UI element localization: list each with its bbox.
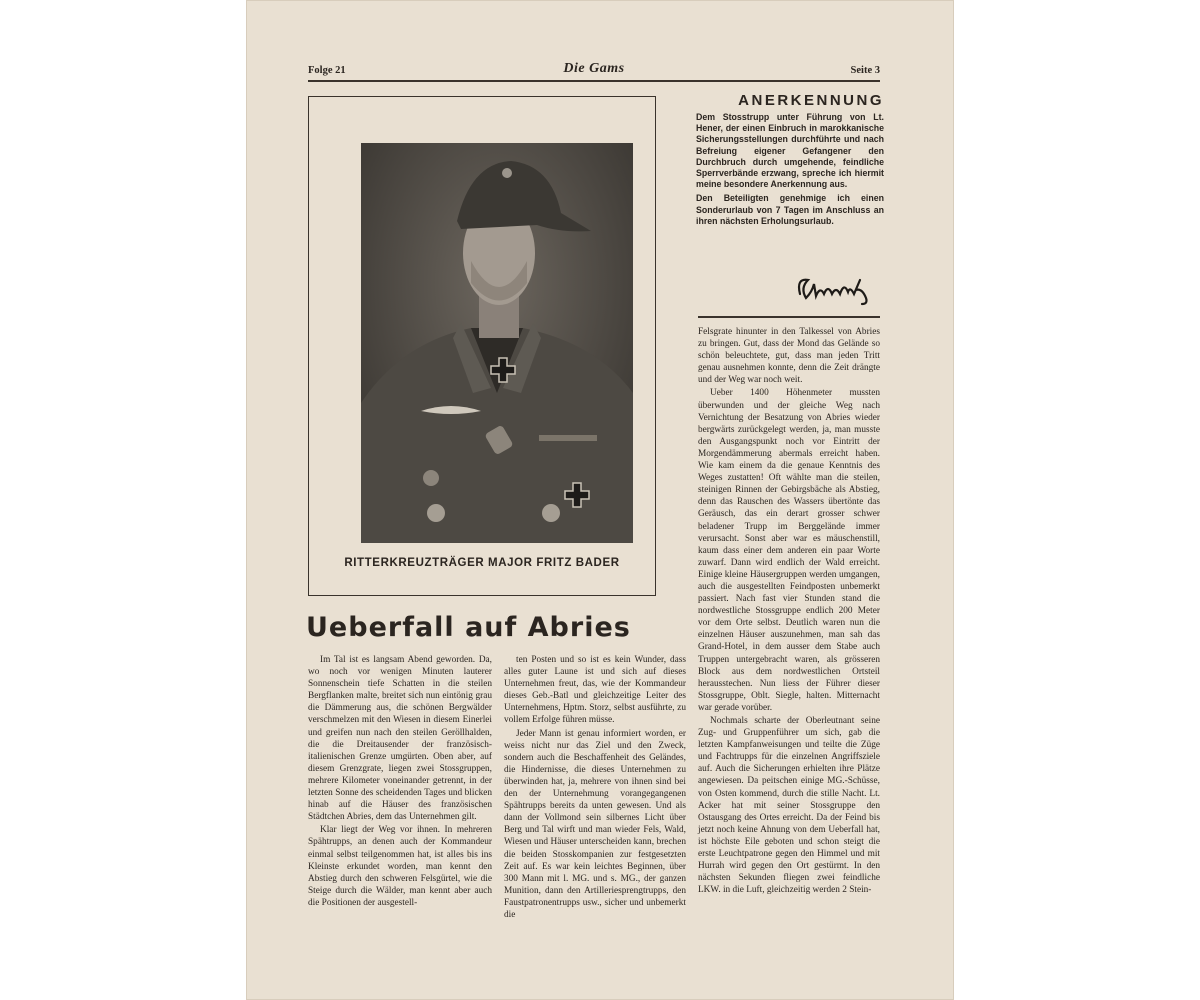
- section-divider: [698, 316, 880, 318]
- award-heading: ANERKENNUNG: [738, 92, 884, 109]
- magazine-page: [246, 0, 954, 1000]
- award-paragraph: Den Beteiligten genehmige ich einen Sonderurlaub von 7 Tagen im Anschluss an ihren nächsten Erholungsurlaub.: [696, 193, 884, 226]
- paragraph: Nochmals scharte der Oberleutnant seine Zug- und Gruppenführer um sich, gab die letzten Kampfanweisungen und teilte die Züge und Fachtrupps für die einzelnen Angriffsziele auf. Auch die Sicherungen erhielten ihre Plätze angewiesen. Da peitschen einige MG.-Schüsse, von Osten kommend, durch die stille Nacht. Lt. Acker hat mit seiner Stossgruppe den Ostausgang des Ortes erreicht. Da der Feind bis jetzt noch keine Ahnung von dem Ueberfall hat, ist höchste Eile geboten und schon steigt die erste Leuchtpatrone gegen den Himmel und mit Hurrah wird gegen den Ort gestürmt. In den nächsten Sekunden fliegen zwei feindliche LKW. in die Luft, gleichzeitig werden 2 Stein-: [698, 716, 880, 896]
- award-paragraph: Dem Stosstrupp unter Führung von Lt. Hener, der einen Einbruch in marokkanische Sicherungsstellungen durchführte und nach Befreiung eigener Gefangener den Durchbruch durch umgehende, feindliche Sperrverbände erzwang, spreche ich hiermit meine besondere Anerkennung aus.: [696, 112, 884, 190]
- portrait-illustration: [361, 143, 633, 543]
- running-header: [308, 62, 880, 82]
- article-column-1: [308, 654, 492, 909]
- paragraph: Im Tal ist es langsam Abend geworden. Da, wo noch vor wenigen Minuten lauterer Sonnenschein tiefe Schatten in die steilen Bergflanken malte, breitet sich nun eintönig grau die Dämmerung aus, die schönen Bergwälder verschmelzen mit den Wiesen in diesem Einerlei und greifen nun nach den steilen Geröllhalden, die die Dreitausender der französisch-italienischen Grenze umgürten. Oben aber, auf diesem Grenzgrate, liegen zwei Stossgruppen, mehrere Kilometer voneinander getrennt, in der letzten Sonne des scheidenden Tages und blicken hinab auf die Häuser des französischen Städtchen Abries, dem das Unternehmen gilt.: [308, 655, 492, 823]
- award-notice: [688, 92, 884, 227]
- paragraph: ten Posten und so ist es kein Wunder, dass alles guter Laune ist und sich auf dieses Unternehmen freut, das, wie der Kommandeur dieses Geb.-Batl und gleichzeitige Leiter des Unternehmens, Hptm. Storz, selbst ausführte, zu vollem Erfolge führen müsse.: [504, 655, 686, 726]
- portrait-photo: [361, 143, 633, 543]
- paragraph: Jeder Mann ist genau informiert worden, er weiss nicht nur das Ziel und den Zweck, sondern auch die Beschaffenheit des Geländes, die Hindernisse, die dieses Unternehmen zu überwinden hat, ja, mehrere von ihnen sind bei den der Unternehmung vorangegangenen Spähtrupps bereits da unten gewesen. Und als dann der Vollmond sein silbernes Licht über Berg und Tal wirft und man wieder Fels, Wald, Wiesen und Häuser unterscheiden kann, brechen die beiden Stosskompanien zur festgesetzten Zeit auf. Es war kein leichtes Beginnen, über 300 Mann mit l. MG. und s. MG., der ganzen Munition, dann den Artilleriesprengtrupps, den Faustpatronentrupps usw., sicher und unbemerkt die: [504, 728, 686, 920]
- page-number: Seite 3: [850, 65, 880, 76]
- issue-number: Folge 21: [308, 65, 346, 76]
- photo-caption: RITTERKREUZTRÄGER MAJOR FRITZ BADER: [344, 557, 620, 569]
- photo-box: [308, 96, 656, 596]
- masthead-title: Die Gams: [563, 61, 625, 76]
- article-column-2: [504, 654, 686, 921]
- handwritten-signature: [794, 270, 874, 306]
- paragraph: Klar liegt der Weg vor ihnen. In mehreren Spähtrupps, an denen auch der Kommandeur einmal selbst teilgenommen hat, ist alles bis ins Kleinste erkundet worden, man kennt den Abstieg durch den schweren Felsgürtel, wie die Steige durch die Wälder, man kennt aber auch die Positionen der ausgestell-: [308, 825, 492, 908]
- paragraph: Felsgrate hinunter in den Talkessel von Abries zu bringen. Gut, dass der Mond das Gelände so schön beleuchtete, gut, dass man jeden Tritt genau ausnehmen konnte, denn die Zeit drängte und der Weg war noch weit.: [698, 327, 880, 386]
- paragraph: Ueber 1400 Höhenmeter mussten überwunden und der gleiche Weg nach Vernichtung der Besatzung von Abries wieder bergwärts zurückgelegt werden, ja, man musste den Ausgangspunkt noch vor Eintritt der Morgendämmerung abermals erreicht haben. Wie kam einem da die genaue Kenntnis des Weges zustatten! Oft wählte man die steilen, steinigen Rinnen der Gebirgsbäche als Abstieg, denn das Rauschen des Wassers übertönte das Geräusch, das ein derart grosser schwer beladener Trupp im Berggelände immer verursacht. Sonst aber war es mäuschenstill, kaum dass einer dem anderen ein paar Worte zuwarf. Dann wird endlich der Wald erreicht. Einige kleine Häusergruppen werden umgangen, auch die ausgestellten Feindposten unbemerkt passiert. Nach fast vier Stunden stand die nordwestliche Stossgruppe endlich 200 Meter vor dem Orte selbst. Deutlich waren nun die einzelnen Häuser auszunehmen, man sah das Grand-Hotel, in dem ausser dem Stabe auch Truppen untergebracht waren, als grösseren Block aus dem nordwestlichen Ortsteil herausstechen. Nun liess der Führer dieser Stossgruppe, Oblt. Siegle, halten. Mitternacht war gerade vorüber.: [698, 388, 880, 713]
- article-column-3: [698, 326, 880, 896]
- article-title: Ueberfall auf Abries: [306, 612, 631, 643]
